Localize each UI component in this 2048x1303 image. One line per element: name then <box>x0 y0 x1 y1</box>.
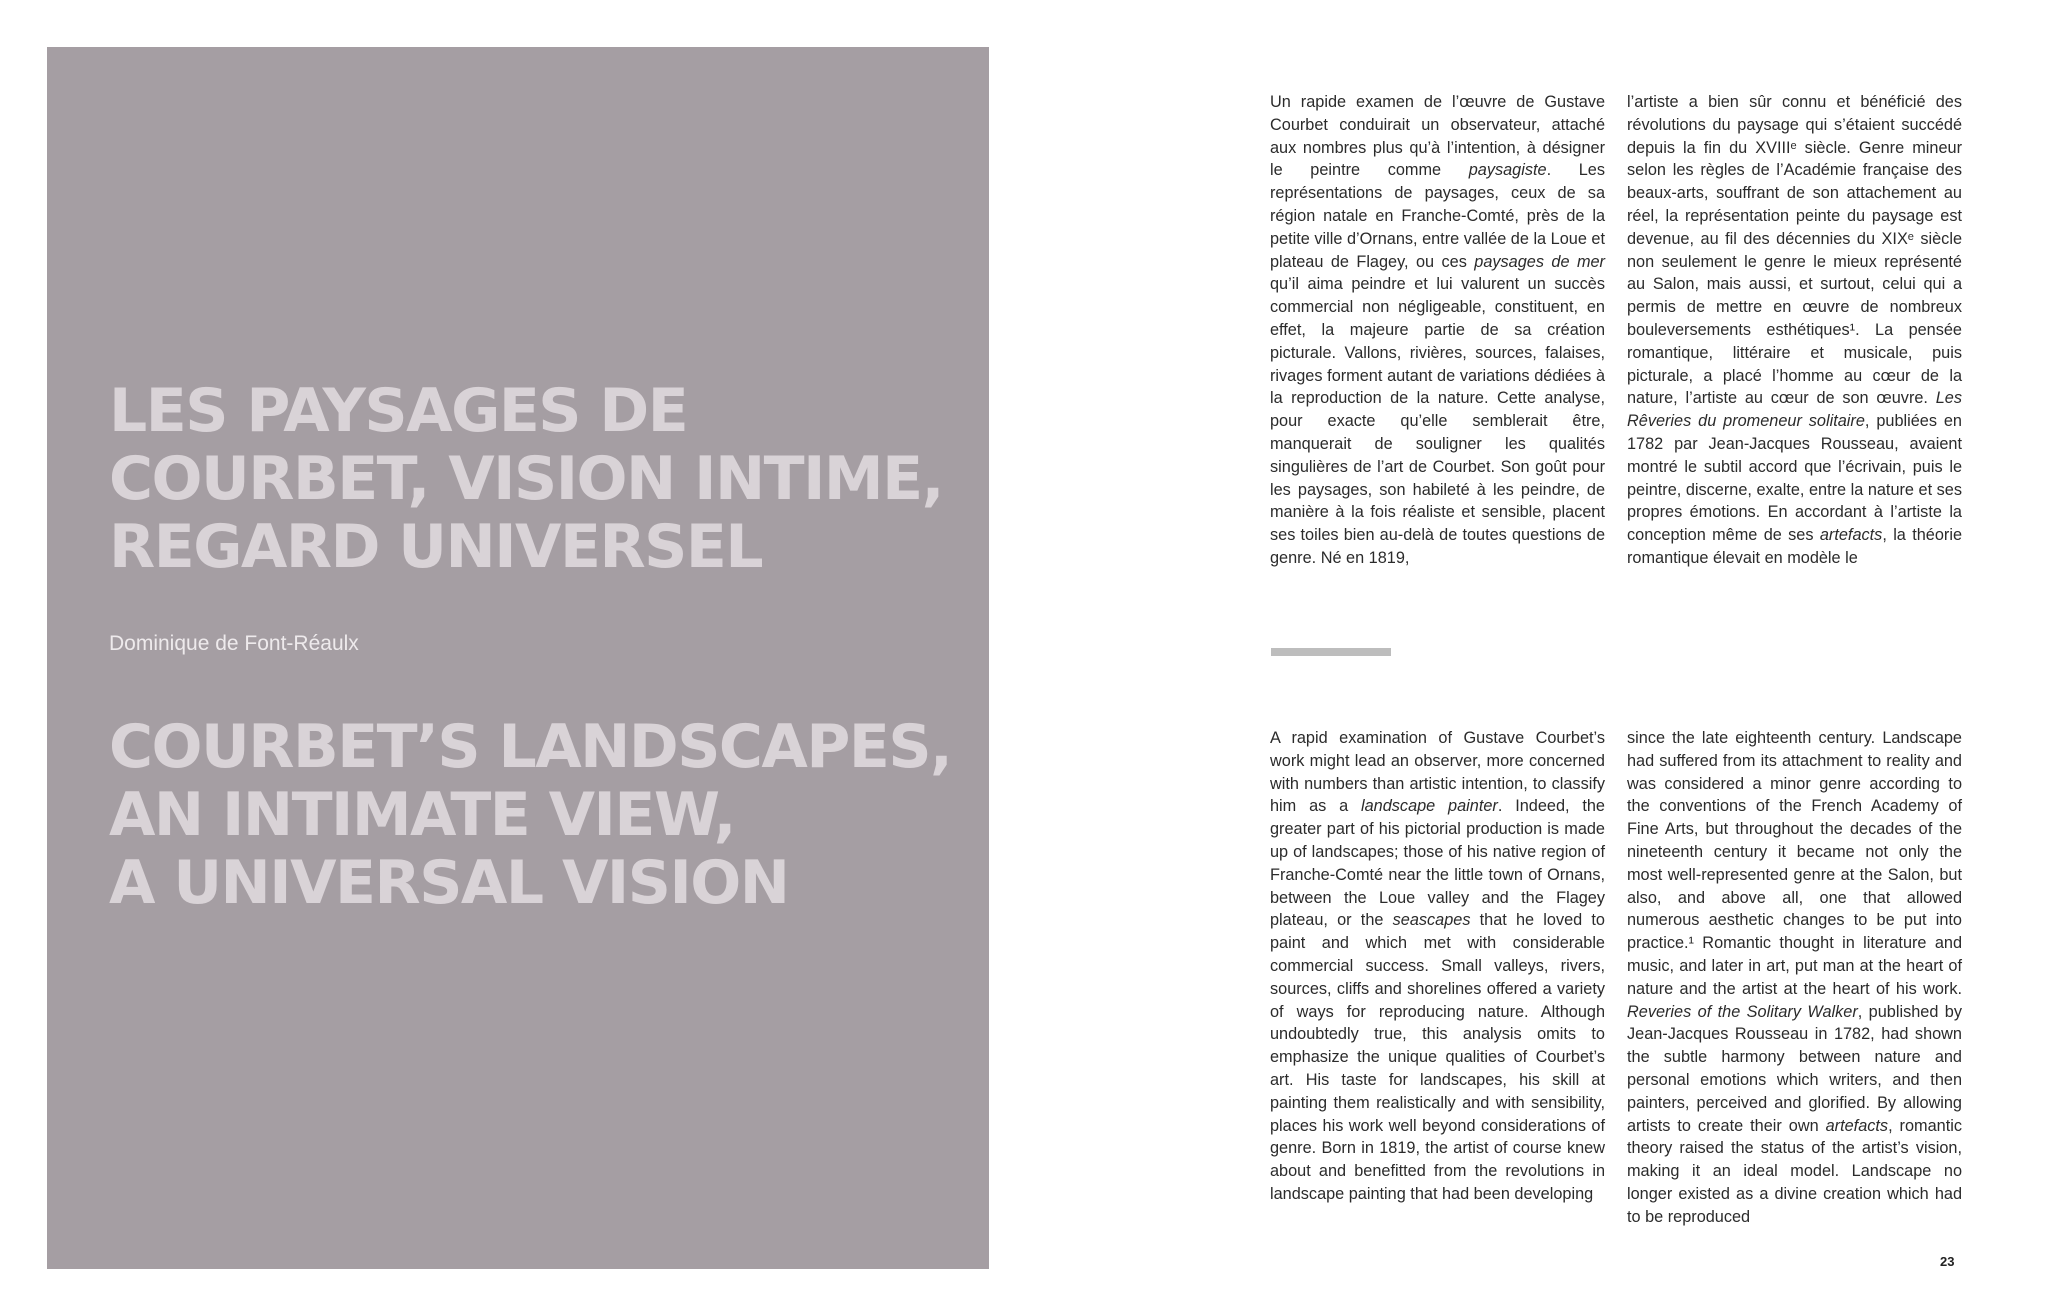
title-panel <box>47 47 989 1269</box>
english-column-2 <box>1627 727 1962 1229</box>
text-run-italic: Reveries of the Solitary Walker <box>1627 1002 1858 1021</box>
text-run: Un rapide examen de l’œuvre de Gustave Courbet conduirait un observateur, attaché aux nombres plus qu’à l’intention, à désigner le peintre comme <box>1270 93 1605 180</box>
text-run: , la théorie romantique élevait en modèle le <box>1627 526 1962 567</box>
french-column-2 <box>1627 91 1962 570</box>
section-divider <box>1271 648 1391 656</box>
text-run: , published by Jean-Jacques Rousseau in 1782, had shown the subtle harmony between nature and personal emotions which writers, and then painters, perceived and glorified. By allowing artists to create their own <box>1627 1002 1962 1135</box>
text-run-italic: paysagiste <box>1468 161 1547 180</box>
french-column-1 <box>1270 91 1605 570</box>
text-run-italic: paysages de mer <box>1474 252 1605 271</box>
text-run: l’artiste a bien sûr connu et bénéficié des révolutions du paysage qui s’étaient succédé depuis la fin du XVIIIᵉ siècle. Genre mineur selon les règles de l’Académie française des beaux-arts, souffrant de son attachement au réel, la représentation peinte du paysage est devenue, au fil des décennies du XIXᵉ siècle non seulement le genre le mieux représenté au Salon, mais aussi, et surtout, celui qui a permis de mettre en œuvre de nombreux bouleversements esthétiques¹. La pensée romantique, littéraire et musicale, puis picturale, a placé l’homme au cœur de la nature, l’artiste au cœur de son œuvre. <box>1627 93 1962 408</box>
text-run: , romantic theory raised the status of the artist’s vision, making it an ideal model. Landscape no longer existed as a divine creation which had to be reproduced <box>1627 1116 1962 1226</box>
title-english: COURBET’S LANDSCAPES, AN INTIMATE VIEW, A UNIVERSAL VISION <box>109 712 952 918</box>
text-run: . Les représentations de paysages, ceux de sa région natale en Franche-Comté, près de la petite ville d’Ornans, entre vallée de la Loue et plateau de Flagey, ou ces <box>1270 161 1605 271</box>
text-run-italic: artefacts <box>1819 526 1883 545</box>
text-run-italic: artefacts <box>1825 1116 1889 1135</box>
text-run: that he loved to paint and which met with considerable commercial success. Small valleys, rivers, sources, cliffs and shorelines offered a variety of ways for reproducing nature. Although undoubtedly true, this analysis omits to emphasize the unique qualities of Courbet’s art. His taste for landscapes, his skill at painting them realistically and with sensibility, places his work well beyond considerations of genre. Born in 1819, the artist of course knew about and benefitted from the revolutions in landscape painting that had been developing <box>1270 911 1605 1203</box>
text-run: since the late eighteenth century. Landscape had suffered from its attachment to reality and was considered a minor genre according to the conventions of the French Academy of Fine Arts, but throughout the decades of the nineteenth century it became not only the most well-represented genre at the Salon, but also, and above all, one that allowed numerous aesthetic changes to be put into practice.¹ Romantic thought in literature and music, and later in art, put man at the heart of nature and the artist at the heart of his work. <box>1627 729 1962 998</box>
text-run: . Indeed, the greater part of his pictorial production is made up of landscapes; those of his native region of Franche-Comté near the little town of Ornans, between the Loue valley and the Flagey plateau, or the <box>1270 797 1605 930</box>
english-column-1 <box>1270 727 1605 1206</box>
page-number: 23 <box>1940 1254 1955 1269</box>
text-run-italic: Les Rêveries du promeneur solitaire <box>1627 389 1962 431</box>
title-french: LES PAYSAGES DE COURBET, VISION INTIME, REGARD UNIVERSEL <box>109 376 943 582</box>
text-run-italic: seascapes <box>1392 911 1471 930</box>
text-run: , publiées en 1782 par Jean-Jacques Rousseau, avaient montré le subtil accord que l’écrivain, puis le peintre, discerne, exalte, entre la nature et ses propres émotions. En accordant à l’artiste la conception même de ses <box>1627 412 1962 545</box>
text-run-italic: landscape painter <box>1361 797 1498 816</box>
text-run: A rapid examination of Gustave Courbet’s work might lead an observer, more concerned with numbers than artistic intention, to classify him as a <box>1270 729 1605 816</box>
author-name: Dominique de Font-Réaulx <box>109 632 359 655</box>
text-run: qu’il aima peindre et lui valurent un succès commercial non négligeable, constituent, en effet, la majeure partie de sa création picturale. Vallons, rivières, sources, falaises, rivages forment autant de variations dédiées à la reproduction de la nature. Cette analyse, pour exacte qu’elle semblerait être, manquerait de souligner les qualités singulières de l’art de Courbet. Son goût pour les paysages, son habileté à les peindre, de manière à la fois réaliste et sensible, placent ses toiles bien au-delà de toutes questions de genre. Né en 1819, <box>1270 275 1605 567</box>
